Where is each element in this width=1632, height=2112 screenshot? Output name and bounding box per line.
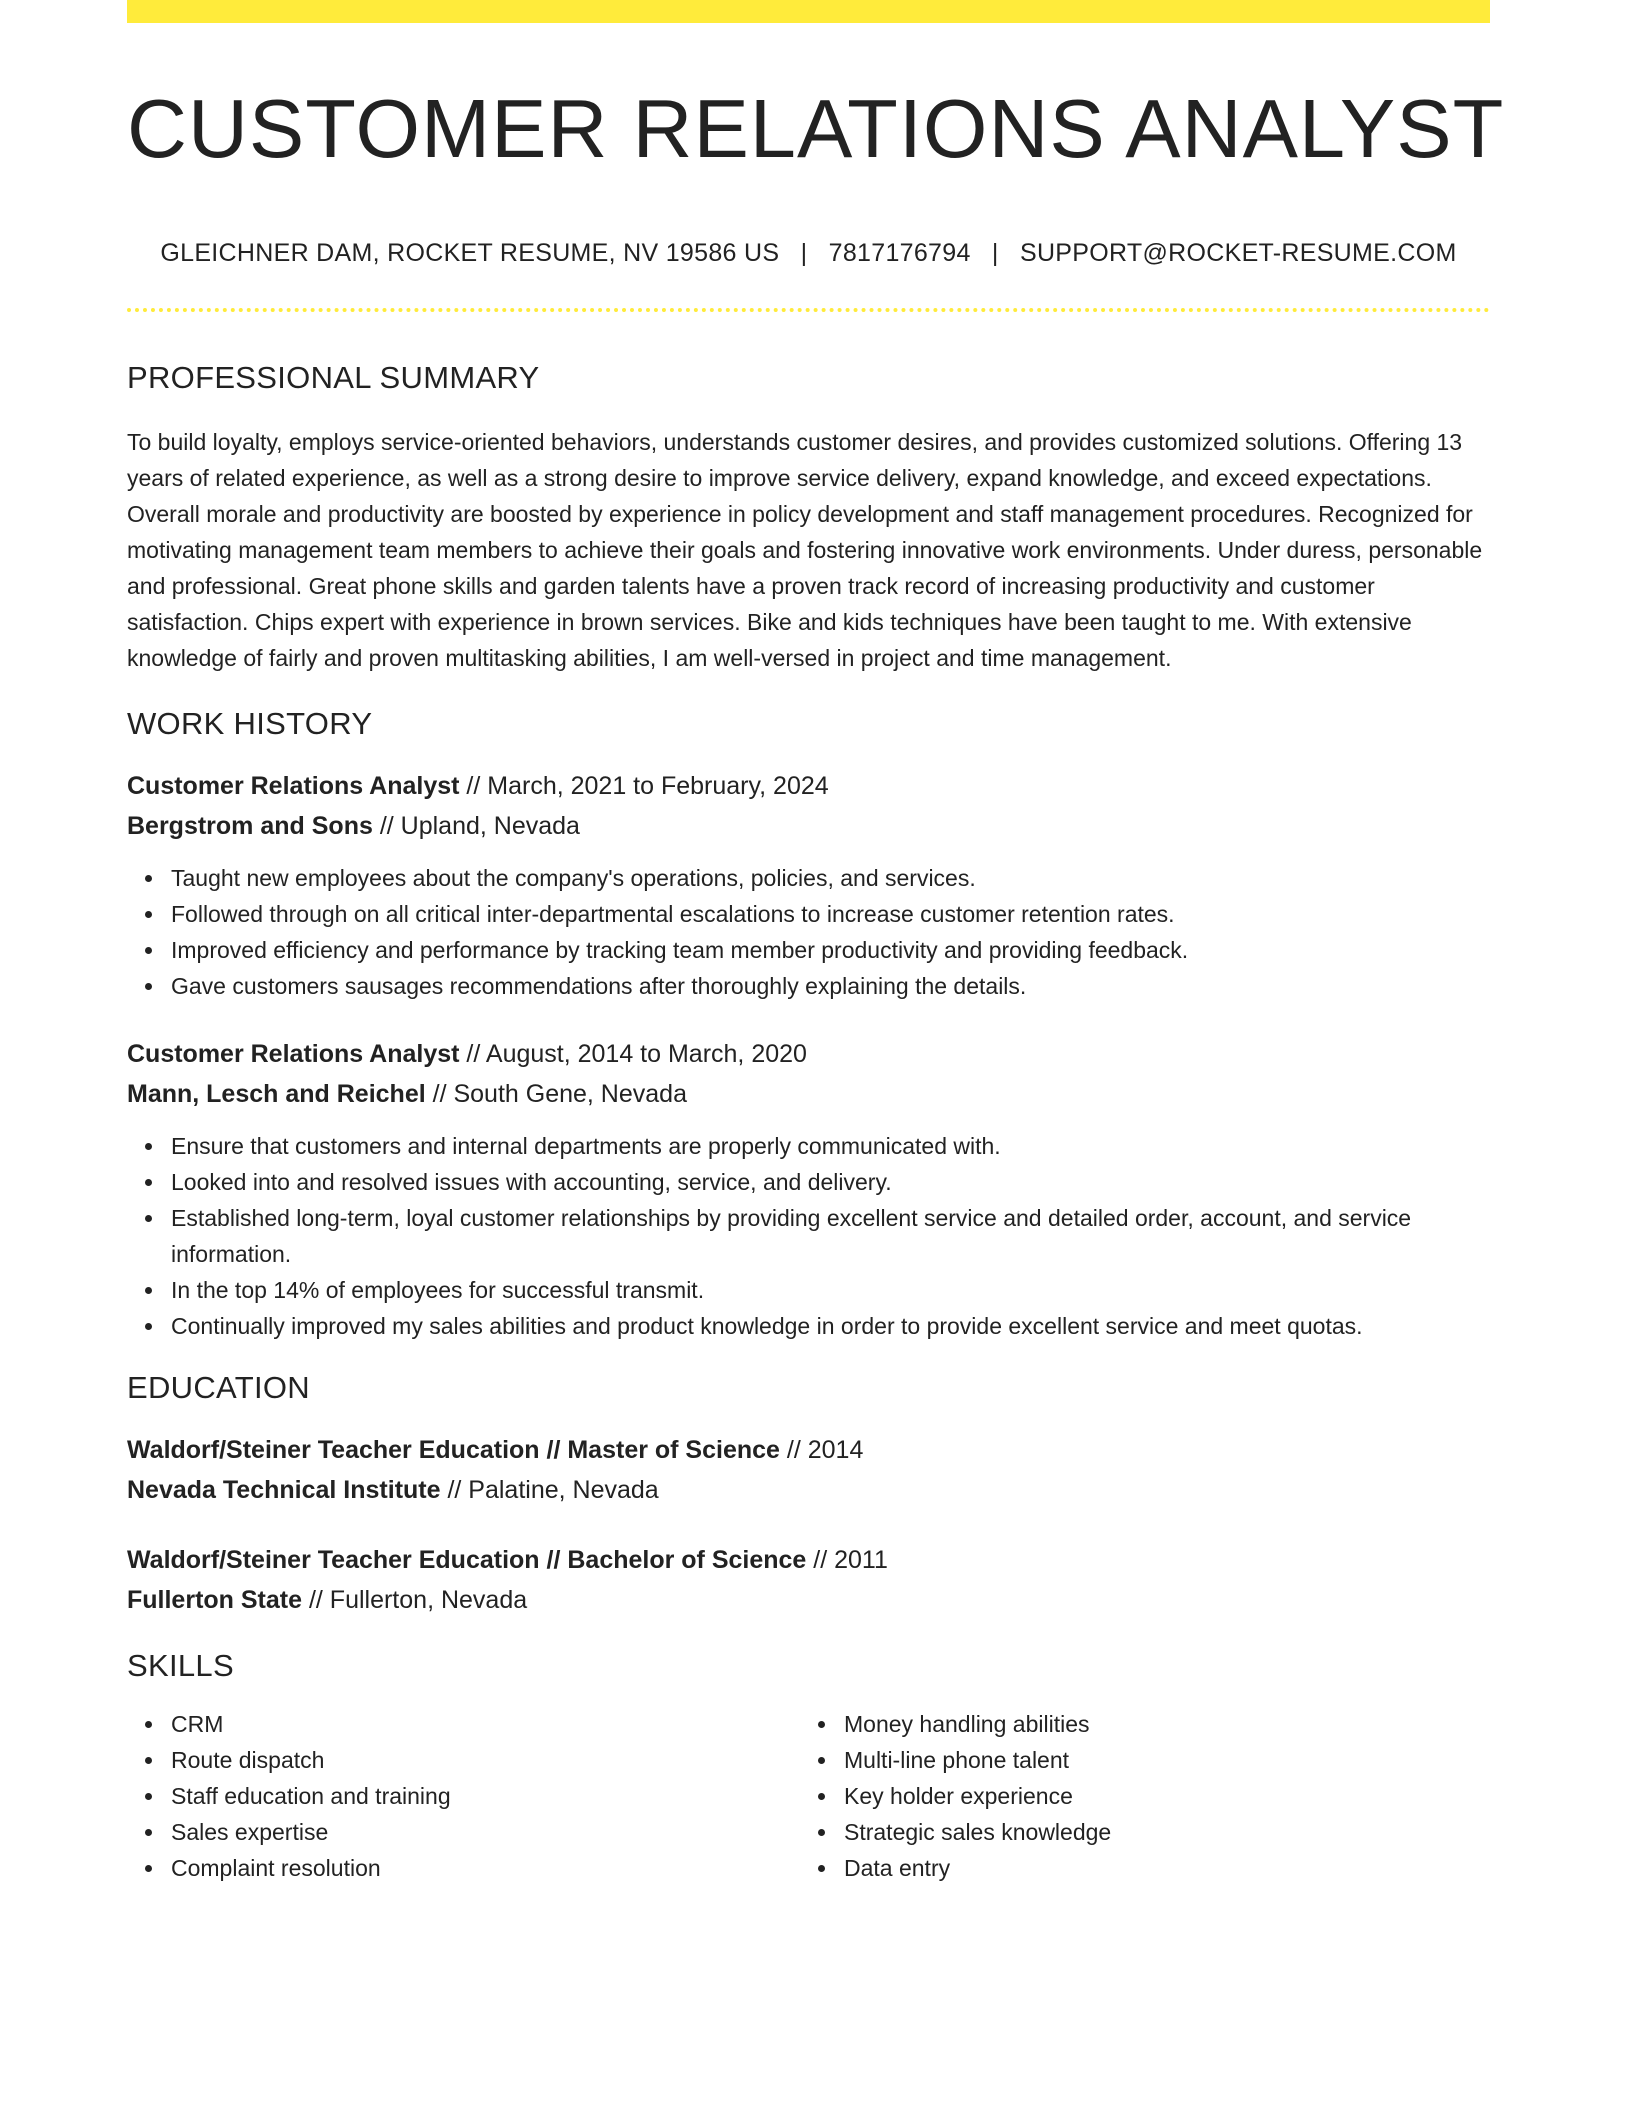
job-dates: // August, 2014 to March, 2020 xyxy=(459,1040,807,1068)
skill-item: Money handling abilities xyxy=(844,1706,1473,1742)
list-item: Continually improved my sales abilities and product knowledge in order to provide excellent service and meet quotas. xyxy=(171,1308,1490,1344)
list-item: Established long-term, loyal customer relationships by providing excellent service and detailed order, account, and service information. xyxy=(171,1200,1490,1272)
job-title-line xyxy=(127,766,1490,806)
education-school: Fullerton State xyxy=(127,1586,303,1614)
job-bullets xyxy=(127,860,1490,1004)
skill-item: Sales expertise xyxy=(171,1814,800,1850)
education-degree-line xyxy=(127,1540,1490,1580)
dotted-divider xyxy=(127,308,1490,312)
education-school-line xyxy=(127,1470,1490,1510)
job-entry xyxy=(127,1034,1490,1344)
skills-heading: SKILLS xyxy=(127,1648,234,1683)
education-location: // Fullerton, Nevada xyxy=(302,1586,528,1614)
summary-heading: PROFESSIONAL SUMMARY xyxy=(127,360,540,395)
resume-page xyxy=(127,0,1505,1886)
job-company: Mann, Lesch and Reichel xyxy=(127,1080,426,1108)
list-item: In the top 14% of employees for successful transmit. xyxy=(171,1272,1490,1308)
job-role: Customer Relations Analyst xyxy=(127,772,460,800)
education-year: // 2014 xyxy=(779,1436,864,1464)
education-degree-line xyxy=(127,1430,1490,1470)
list-item: Followed through on all critical inter-departmental escalations to increase customer retention rates. xyxy=(171,896,1490,932)
list-item: Gave customers sausages recommendations after thoroughly explaining the details. xyxy=(171,968,1490,1004)
accent-bar xyxy=(127,0,1490,23)
list-item: Taught new employees about the company's operations, policies, and services. xyxy=(171,860,1490,896)
contact-line xyxy=(127,239,1490,268)
skills-columns xyxy=(127,1706,1490,1886)
contact-email: SUPPORT@ROCKET-RESUME.COM xyxy=(1019,239,1457,267)
job-company-line xyxy=(127,1074,1490,1114)
skill-item: CRM xyxy=(171,1706,800,1742)
education-year: // 2011 xyxy=(806,1546,888,1574)
work-history-heading: WORK HISTORY xyxy=(127,706,373,741)
job-dates: // March, 2021 to February, 2024 xyxy=(459,772,829,800)
education-school: Nevada Technical Institute xyxy=(127,1476,441,1504)
list-item: Ensure that customers and internal departments are properly communicated with. xyxy=(171,1128,1490,1164)
skills-list-right xyxy=(800,1706,1473,1886)
job-entry xyxy=(127,766,1490,1004)
skill-item: Multi-line phone talent xyxy=(844,1742,1473,1778)
contact-separator: | xyxy=(991,239,999,267)
skill-item: Strategic sales knowledge xyxy=(844,1814,1473,1850)
contact-separator: | xyxy=(800,239,808,267)
list-item: Improved efficiency and performance by tracking team member productivity and providing feedback. xyxy=(171,932,1490,968)
education-school-line xyxy=(127,1580,1490,1620)
education-entry xyxy=(127,1540,1490,1620)
skill-item: Complaint resolution xyxy=(171,1850,800,1886)
job-company-line xyxy=(127,806,1490,846)
contact-address: GLEICHNER DAM, ROCKET RESUME, NV 19586 US xyxy=(160,239,780,267)
skill-item: Route dispatch xyxy=(171,1742,800,1778)
job-title-line xyxy=(127,1034,1490,1074)
job-bullets xyxy=(127,1128,1490,1344)
skills-list-left xyxy=(127,1706,800,1886)
skill-item: Data entry xyxy=(844,1850,1473,1886)
contact-phone: 7817176794 xyxy=(828,239,971,267)
education-entry xyxy=(127,1430,1490,1510)
resume-name: CUSTOMER RELATIONS ANALYST xyxy=(127,82,1505,175)
education-degree: Waldorf/Steiner Teacher Education // Bachelor of Science xyxy=(127,1546,807,1574)
job-location: // Upland, Nevada xyxy=(372,812,580,840)
job-company: Bergstrom and Sons xyxy=(127,812,373,840)
education-location: // Palatine, Nevada xyxy=(440,1476,659,1504)
job-role: Customer Relations Analyst xyxy=(127,1040,460,1068)
list-item: Looked into and resolved issues with accounting, service, and delivery. xyxy=(171,1164,1490,1200)
skill-item: Staff education and training xyxy=(171,1778,800,1814)
summary-text: To build loyalty, employs service-oriented behaviors, understands customer desires, and provides customized solutions. Offering 13 years of related experience, as well as a strong desire to improve service delivery, expand knowledge, and exceed expectations. Overall morale and productivity are boosted by experience in policy development and staff management procedures. Recognized for motivating management team members to achieve their goals and fostering innovative work environments. Under duress, personable and professional. Great phone skills and garden talents have a proven track record of increasing productivity and customer satisfaction. Chips expert with experience in brown services. Bike and kids techniques have been taught to me. With extensive knowledge of fairly and proven multitasking abilities, I am well-versed in project and time management. xyxy=(127,429,1483,671)
job-location: // South Gene, Nevada xyxy=(425,1080,687,1108)
skill-item: Key holder experience xyxy=(844,1778,1473,1814)
education-degree: Waldorf/Steiner Teacher Education // Master of Science xyxy=(127,1436,780,1464)
education-heading: EDUCATION xyxy=(127,1370,310,1405)
